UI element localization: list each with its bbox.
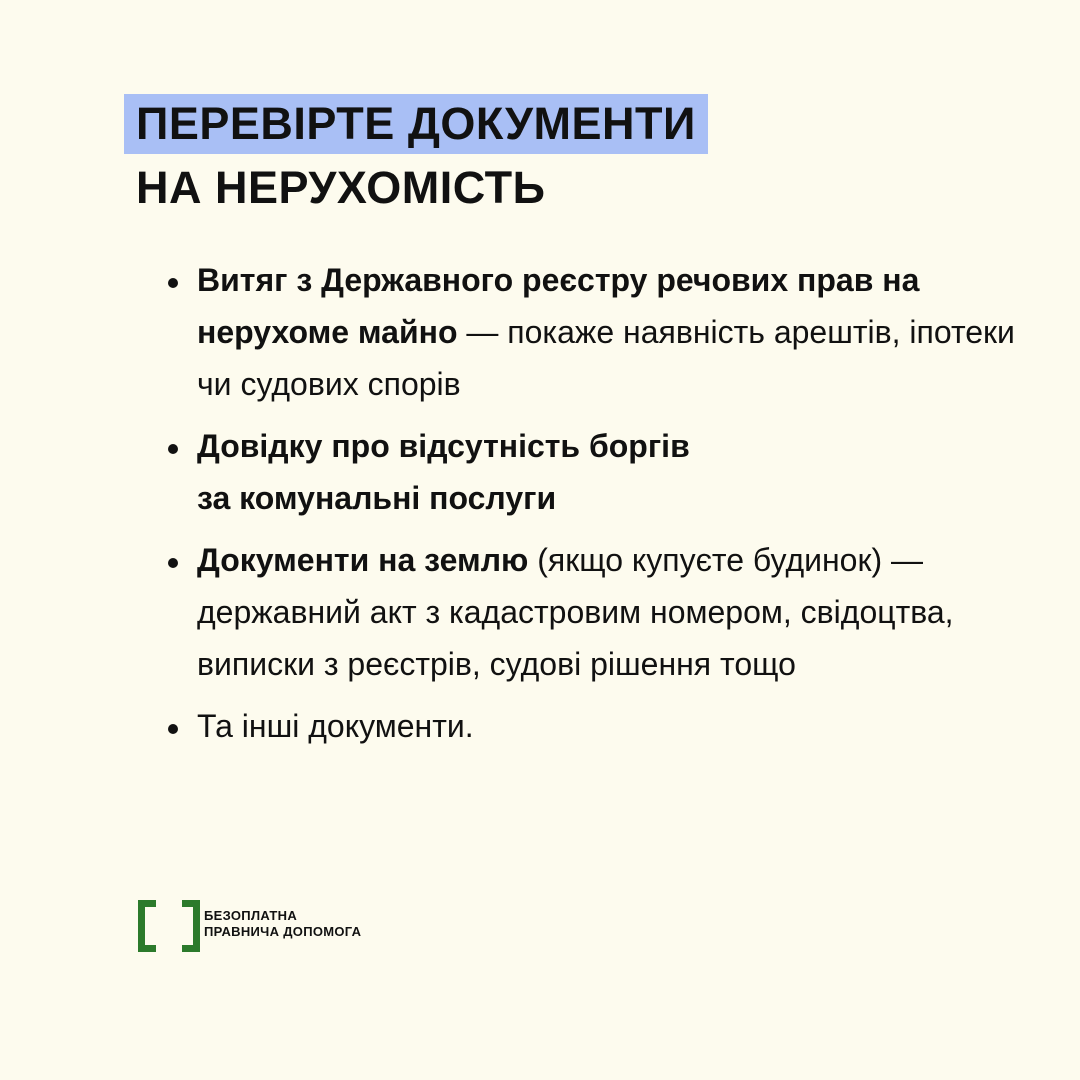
documents-list xyxy=(166,254,1026,762)
item-text: — покаже наявність арештів, іпотеки чи судових спорів xyxy=(197,314,1015,402)
logo-text xyxy=(204,908,361,940)
list-item xyxy=(166,254,1026,410)
page-title xyxy=(124,94,708,218)
title-line-highlighted: ПЕРЕВІРТЕ ДОКУМЕНТИ xyxy=(124,94,708,154)
logo-line-1: БЕЗОПЛАТНА xyxy=(204,908,298,923)
item-bold-text: Документи на землю xyxy=(197,542,529,578)
item-bold-text-second-line: за комунальні послуги xyxy=(197,480,557,516)
list-item xyxy=(166,700,1026,752)
logo-right-bracket-icon xyxy=(182,900,200,952)
item-bold-text: Витяг з Державного реєстру речових прав на нерухоме майно xyxy=(197,262,920,350)
list-item xyxy=(166,534,1026,690)
logo-left-bracket-icon xyxy=(138,900,156,952)
item-text: Та інші документи. xyxy=(197,708,474,744)
logo-line-2: ПРАВНИЧА ДОПОМОГА xyxy=(204,924,362,939)
item-bold-text: Довідку про відсутність боргів xyxy=(197,428,690,464)
title-line-second: НА НЕРУХОМІСТЬ xyxy=(136,162,546,213)
item-text: (якщо купуєте будинок) — державний акт з кадастровим номером, свідоцтва, виписки з реєстрів, судові рішення тощо xyxy=(197,542,954,682)
list-item xyxy=(166,420,1026,524)
